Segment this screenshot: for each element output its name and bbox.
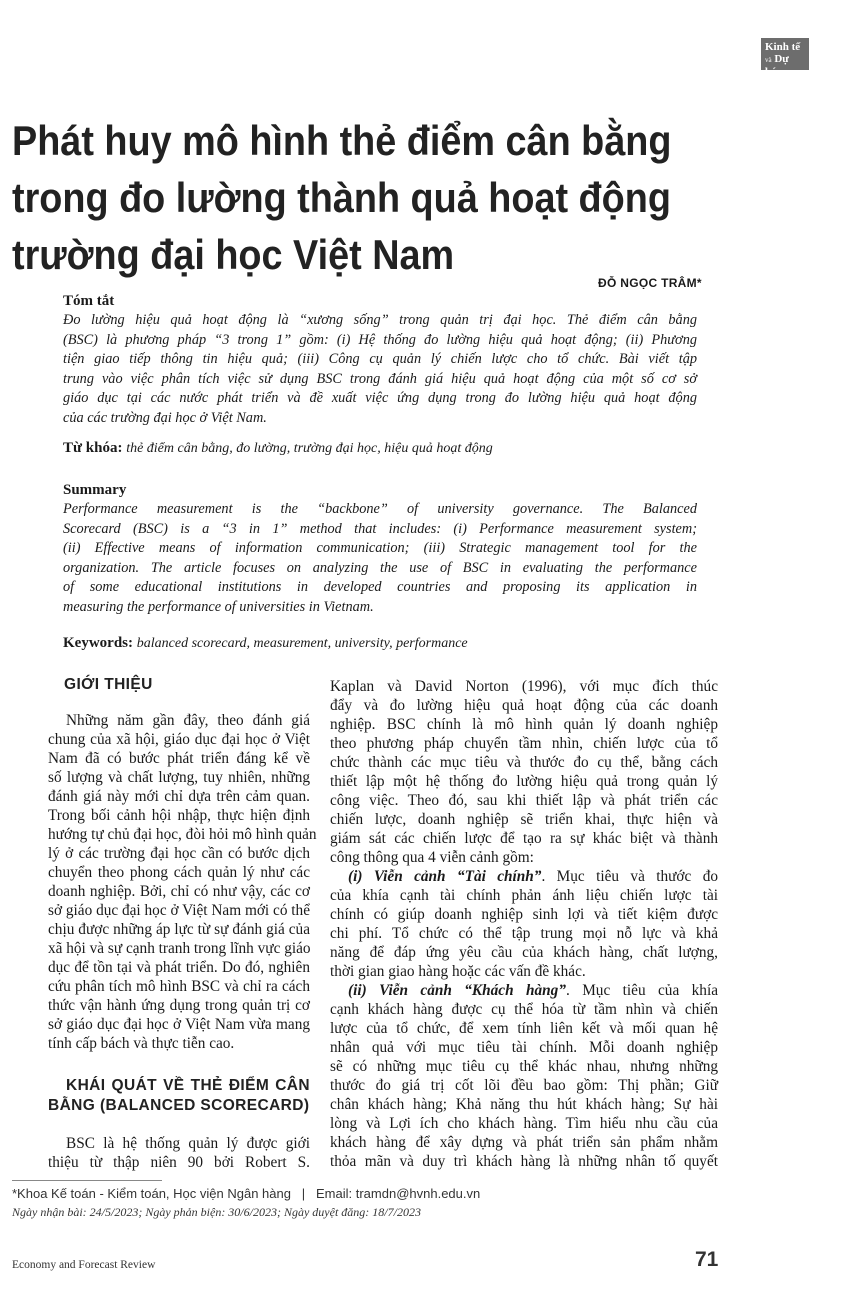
body-line: đánh giá này mới chỉ dựa trên cảm quan. [48,788,310,805]
body-line: năng để đáp ứng yêu cầu của khách hàng, chất lượng, [330,944,718,961]
journal-logo [761,38,809,78]
keywords-label: Từ khóa: [63,439,123,456]
body-line: lòng và Lợi ích cho khách hàng. Tìm hiểu nhu cầu của [330,1115,718,1132]
body-line: của khía cạnh tài chính phản ánh liệu chiến lược tài [330,887,718,904]
author-name: ĐỖ NGỌC TRÂM* [598,276,702,290]
abstract-heading: Tóm tắt [63,293,115,309]
abstract-line: tiện giao tiếp thông tin hiệu quả; (iii) Công cụ quản lý chiến lược cho tổ chức. Bài viết tập [63,351,697,368]
body-line: sẽ có những mục tiêu cụ thể khác nhau, nhưng những [330,1058,718,1075]
body-line: thức vận hành ứng dụng trong quản trị cơ [48,997,310,1014]
body-line: giám sát các chiến lược để tạo ra sự khác biệt và thành [330,830,718,847]
body-line: chịu được những áp lực từ sự đánh giá của [48,921,310,938]
finance-first-text: . Mục tiêu và thước đo [541,868,718,885]
body-line [330,981,718,1000]
article-title [12,112,671,283]
customer-perspective [330,981,718,1171]
footnote-divider [12,1180,162,1181]
body-line: BSC là hệ thống quản lý được giới [66,1135,310,1152]
summary-text [63,500,697,618]
summary-line: organization. The article focuses on analyzing the use of BSC in evaluating the performance [63,559,697,576]
body-line: cứu phân tích mô hình BSC và chỉ ra cách [48,978,310,995]
body-line [330,867,718,886]
abstract-line: Đo lường hiệu quả hoạt động là “xương sống” trong quản trị đại học. Thẻ điểm cân bằng [63,312,697,328]
body-line: công việc. Theo đó, sau khi thiết lập và phát triển các [330,792,718,809]
body-line: khách hàng để xây dựng và phát triển sản phẩm nhằm [330,1134,718,1151]
body-line: thỏa mãn và duy trì khách hàng là những nhân tố quyết [330,1153,718,1170]
finance-text [330,886,718,981]
abstract-line: trung vào việc phân tích việc sử dụng BSC trong đánh giá hiệu quả hoạt động của một số cơ sở [63,370,697,387]
body-line: xã hội và sự cạnh tranh trong lĩnh vực giáo [48,940,311,957]
journal-name: Economy and Forecast Review [12,1259,156,1271]
summary-line: Performance measurement is the “backbone” of university governance. The Balanced [63,501,697,517]
section-heading-intro: GIỚI THIỆU [64,676,153,693]
customer-text [330,1000,718,1171]
keywords-en [63,635,697,652]
logo-line2-text: Dự báo [765,53,789,78]
abstract-text [63,311,697,429]
body-line: lý ở các trường đại học cần có bước dịch [48,845,310,862]
abstract-english [63,481,697,652]
abstract-vietnamese [63,292,697,457]
logo-line2-small: và [765,56,772,64]
body-line: sở giáo dục đại học ở Việt Nam vừa mang [48,1016,310,1033]
abstract-line: giáo dục tại các nước phát triển và đề xuất việc ứng dụng trong đo lường hiệu quả hoạt động [63,390,697,407]
body-line: nghiệp. BSC chính là mô hình quản lý doanh nghiệp [330,716,718,733]
bsc-paragraph-cont [330,677,718,867]
keywords-vi [63,440,697,457]
body-line: thời gian giao hàng hoặc các vấn đề khác. [330,963,586,980]
finance-label: (i) Viễn cảnh “Tài chính” [348,868,542,885]
footnote-dates: Ngày nhận bài: 24/5/2023; Ngày phản biện: 30/6/2023; Ngày duyệt đăng: 18/7/2023 [12,1205,421,1219]
body-line: tính cấp bách và thực tiễn cao. [48,1035,235,1052]
section-heading-bsc [48,1076,310,1116]
summary-line: of some educational institutions in developed countries and proposing its application in [63,579,697,596]
summary-line: (ii) Effective means of information communication; (iii) Strategic management tool for the [63,540,697,557]
body-line: Nam đã có bước phát triển đáng kể về [48,750,310,767]
title-line: trong đo lường thành quả hoạt động [12,174,671,221]
body-line: thước đo giá trị cốt lõi đều bao gồm: Thị phần; Giữ [330,1077,718,1094]
customer-first-text: . Mục tiêu của khía [565,982,718,999]
finance-perspective [330,867,718,981]
summary-line: Scorecard (BSC) is a “3 in 1” method that includes: (i) Performance measurement system; [63,520,697,537]
footnote-affiliation: *Khoa Kế toán - Kiểm toán, Học viện Ngân hàng | Email: tramdn@hvnh.edu.vn [12,1186,481,1201]
body-line: chân khách hàng; Khả năng thu hút khách hàng; Sự hài [330,1096,718,1113]
title-line: Phát huy mô hình thẻ điểm cân bằng [12,117,672,164]
keywords-text: balanced scorecard, measurement, university, performance [136,635,468,651]
body-line: chính có giúp doanh nghiệp sinh lợi và tiết kiệm được [330,906,718,923]
title-line: trường đại học Việt Nam [12,231,455,278]
summary-heading: Summary [63,482,127,498]
body-line: chuyển theo phong cách quản lý như các [48,864,310,881]
abstract-line: của các trường đại học ở Việt Nam. [63,409,267,426]
bsc-paragraph [48,1134,310,1172]
body-line: thiết lập một hệ thống đo lường hiệu quả trong quản lý [330,773,718,790]
body-line: cạnh khách hàng được cụ thể hóa từ tầm nhìn và chiến [330,1001,718,1018]
body-line: dục để tồn tại và phát triển. Do đó, nghiên [48,959,310,976]
right-column [330,677,718,1171]
body-line: chung của xã hội, giáo dục đại học ở Việt [48,731,310,748]
keywords-label: Keywords: [63,634,133,651]
body-line: đẩy và đo lường hiệu quả hoạt động của các doanh [330,697,718,714]
page-number: 71 [695,1248,719,1271]
summary-line: measuring the performance of universities in Vietnam. [63,598,374,615]
body-line: nhân quả với mục tiêu tài chính. Mỗi doanh nghiệp [330,1039,718,1056]
heading-line: KHÁI QUÁT VỀ THẺ ĐIỂM CÂN [66,1077,310,1094]
body-line: số lượng và chất lượng, tuy nhiên, những [48,769,310,786]
body-line: Trong bối cảnh hội nhập, thực hiện định [48,807,310,824]
body-line: Những năm gần đây, theo đánh giá [66,712,310,729]
body-line: hướng tự chủ đại học, đòi hỏi mô hình quản [48,826,317,843]
heading-line: BẰNG (BALANCED SCORECARD) [48,1097,310,1114]
left-column [48,676,317,1172]
body-line: công thông qua 4 viễn cảnh gồm: [330,849,534,866]
logo-line1: Kinh tế [765,41,801,53]
body-line: chiến lược, doanh nghiệp sẽ triển khai, thực hiện và [330,811,718,828]
body-line: thiệu từ thập niên 90 bởi Robert S. [48,1154,310,1171]
customer-label: (ii) Viễn cảnh “Khách hàng” [348,982,566,999]
intro-paragraph [48,711,317,1053]
body-line: sở giáo dục đại học ở Việt Nam mới có thể [48,902,310,919]
abstract-line: (BSC) là phương pháp “3 trong 1” gồm: (i) Hệ thống đo lường hiệu quả hoạt động; (ii) Phương [63,331,697,348]
body-line: chức thành các mục tiêu và thước đo cụ thể, bằng cách [330,754,718,771]
body-line: Kaplan và David Norton (1996), với mục đích thúc [330,678,718,695]
body-line: lược của tổ chức, để xem tính liên kết và mối quan hệ [330,1020,718,1037]
body-line: theo phương pháp chuyển tầm nhìn, chiến lược của tổ [330,735,718,752]
keywords-text: thẻ điểm cân bằng, đo lường, trường đại học, hiệu quả hoạt động [126,440,493,456]
body-line: chi phí. Tổ chức có thể tập trung mọi nỗ lực và khả [330,925,718,942]
body-line: doanh nghiệp. Bởi, chỉ có như vậy, các cơ [48,883,310,900]
logo-line2 [765,53,805,78]
